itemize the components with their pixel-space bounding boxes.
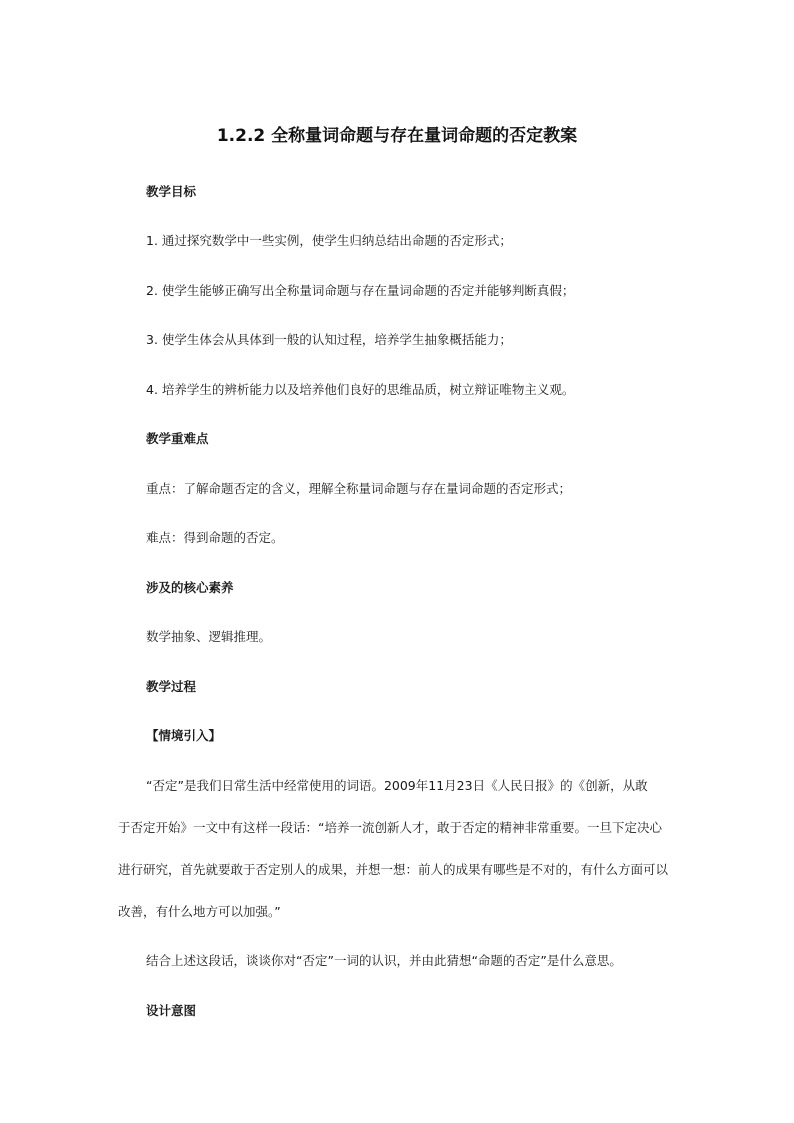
literacy-text: 数学抽象、逻辑推理。 bbox=[146, 629, 272, 644]
question-text: 结合上述这段话，谈谈你对“否定”一词的认识，并由此猜想“命题的否定”是什么意思。 bbox=[146, 953, 622, 968]
design-intent-heading: 设计意图 bbox=[146, 1003, 197, 1018]
goal-item-3: 3. 使学生体会从具体到一般的认知过程，培养学生抽象概括能力； bbox=[146, 332, 512, 347]
goals-heading: 教学目标 bbox=[146, 184, 197, 199]
key-difficulty-heading: 教学重难点 bbox=[146, 431, 209, 446]
process-heading: 教学过程 bbox=[146, 679, 197, 694]
intro-heading: 【情境引入】 bbox=[146, 728, 222, 743]
intro-paragraph-line-4: 改善，有什么地方可以加强。” bbox=[118, 904, 281, 919]
goal-item-1: 1. 通过探究数学中一些实例，使学生归纳总结出命题的否定形式； bbox=[146, 233, 512, 248]
literacy-heading: 涉及的核心素养 bbox=[146, 580, 234, 595]
difficulty-text: 难点：得到命题的否定。 bbox=[146, 530, 284, 545]
document-title: 1.2.2 全称量词命题与存在量词命题的否定教案 bbox=[216, 126, 578, 146]
key-point-text: 重点：了解命题否定的含义，理解全称量词命题与存在量词命题的否定形式； bbox=[146, 481, 572, 496]
intro-paragraph-line-2: 于否定开始》一文中有这样一段话：“培养一流创新人才，敢于否定的精神非常重要。一旦下定决心 bbox=[118, 820, 662, 835]
intro-paragraph-line-1: “否定”是我们日常生活中经常使用的词语。2009年11月23日《人民日报》的《创新，从敢 bbox=[146, 778, 648, 793]
goal-item-2: 2. 使学生能够正确写出全称量词命题与存在量词命题的否定并能够判断真假； bbox=[146, 283, 575, 298]
intro-paragraph-line-3: 进行研究，首先就要敢于否定别人的成果，并想一想：前人的成果有哪些是不对的，有什么方面可以 bbox=[118, 862, 669, 877]
goal-item-4: 4. 培养学生的辨析能力以及培养他们良好的思维品质，树立辩证唯物主义观。 bbox=[146, 382, 575, 397]
